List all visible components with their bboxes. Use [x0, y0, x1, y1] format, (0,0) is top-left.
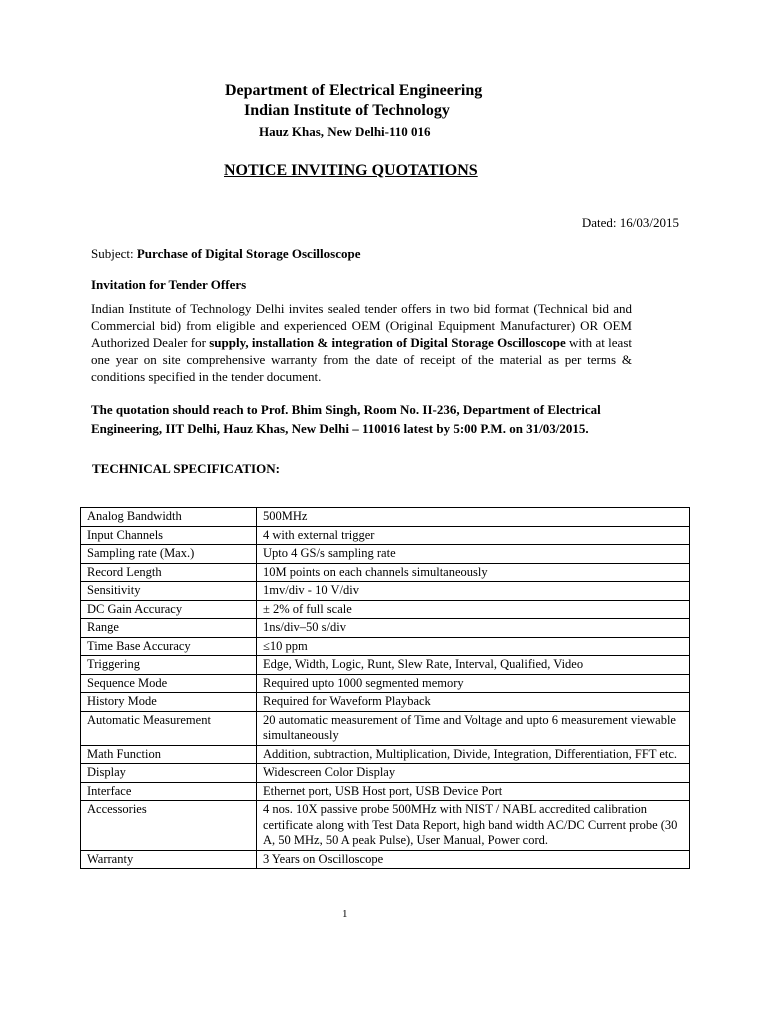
table-row — [81, 600, 690, 619]
table-row — [81, 801, 690, 851]
subject-line — [91, 246, 360, 262]
page-number: 1 — [342, 908, 348, 920]
subject-text: Purchase of Digital Storage Oscilloscope — [136, 246, 361, 261]
spec-value: 4 with external trigger — [257, 526, 690, 545]
subject-label: Subject: — [91, 246, 137, 261]
spec-parameter: History Mode — [81, 693, 257, 712]
spec-parameter: Analog Bandwidth — [81, 508, 257, 527]
tech-spec-heading: TECHNICAL SPECIFICATION: — [92, 461, 280, 476]
invitation-paragraph — [91, 300, 632, 385]
spec-parameter: Input Channels — [81, 526, 257, 545]
table-row — [81, 764, 690, 783]
table-row — [81, 545, 690, 564]
spec-value: Addition, subtraction, Multiplication, Divide, Integration, Differentiation, FFT etc. — [257, 745, 690, 764]
department-heading: Department of Electrical Engineering — [225, 82, 483, 99]
table-row — [81, 619, 690, 638]
invitation-text-start: Indian Institute of Technology Delhi invites sealed tender offers in two bid format (Technical bid and Commercial bid) from eligible and experienced OEM (Original Equipment Manufacturer) OR OEM Authorized Dealer for — [91, 301, 632, 350]
table-row — [81, 693, 690, 712]
spec-parameter: DC Gain Accuracy — [81, 600, 257, 619]
spec-value: Upto 4 GS/s sampling rate — [257, 545, 690, 564]
spec-table — [80, 507, 690, 869]
table-row — [81, 582, 690, 601]
table-row — [81, 526, 690, 545]
table-row — [81, 782, 690, 801]
spec-value: 3 Years on Oscilloscope — [257, 850, 690, 869]
table-row — [81, 711, 690, 745]
spec-parameter: Sensitivity — [81, 582, 257, 601]
spec-value: 1mv/div - 10 V/div — [257, 582, 690, 601]
spec-parameter: Automatic Measurement — [81, 711, 257, 745]
spec-parameter: Interface — [81, 782, 257, 801]
address-line: Hauz Khas, New Delhi-110 016 — [259, 124, 431, 139]
spec-value: ± 2% of full scale — [257, 600, 690, 619]
spec-parameter: Range — [81, 619, 257, 638]
invitation-heading: Invitation for Tender Offers — [91, 277, 247, 292]
spec-value: Required for Waveform Playback — [257, 693, 690, 712]
spec-parameter: Display — [81, 764, 257, 783]
invitation-text-bold: supply, installation & integration of Digital Storage Oscilloscope — [209, 335, 566, 350]
spec-parameter: Record Length — [81, 563, 257, 582]
invitation-text-end: with at least one year on site comprehensive warranty from the date of receipt of the material as per terms & conditions specified in the tender document. — [91, 335, 632, 384]
spec-parameter: Time Base Accuracy — [81, 637, 257, 656]
spec-value: Ethernet port, USB Host port, USB Device Port — [257, 782, 690, 801]
spec-value: 4 nos. 10X passive probe 500MHz with NIST / NABL accredited calibration certificate along with Test Data Report, high band width AC/DC Current probe (30 A, 50 MHz, 50 A peak Pulse), User Manual, Power cord. — [257, 801, 690, 851]
table-row — [81, 745, 690, 764]
spec-value: 500MHz — [257, 508, 690, 527]
table-row — [81, 637, 690, 656]
spec-parameter: Sampling rate (Max.) — [81, 545, 257, 564]
table-row — [81, 674, 690, 693]
spec-value: 1ns/div–50 s/div — [257, 619, 690, 638]
spec-value: Required upto 1000 segmented memory — [257, 674, 690, 693]
spec-value: Edge, Width, Logic, Runt, Slew Rate, Interval, Qualified, Video — [257, 656, 690, 675]
spec-parameter: Math Function — [81, 745, 257, 764]
table-row — [81, 656, 690, 675]
spec-parameter: Warranty — [81, 850, 257, 869]
spec-value: Widescreen Color Display — [257, 764, 690, 783]
spec-parameter: Triggering — [81, 656, 257, 675]
spec-value: 20 automatic measurement of Time and Voltage and upto 6 measurement viewable simultaneously — [257, 711, 690, 745]
notice-title: NOTICE INVITING QUOTATIONS — [224, 162, 478, 179]
spec-parameter: Sequence Mode — [81, 674, 257, 693]
table-row — [81, 508, 690, 527]
table-row — [81, 850, 690, 869]
quotation-note: The quotation should reach to Prof. Bhim Singh, Room No. II-236, Department of Electrical Engineering, IIT Delhi, Hauz Khas, New Delhi – 110016 latest by 5:00 P.M. on 31/03/2015. — [91, 402, 601, 436]
date-line: Dated: 16/03/2015 — [581, 215, 679, 230]
institute-heading: Indian Institute of Technology — [244, 102, 450, 119]
spec-table-body — [81, 508, 690, 869]
table-row — [81, 563, 690, 582]
spec-value: 10M points on each channels simultaneously — [257, 563, 690, 582]
spec-value: ≤10 ppm — [257, 637, 690, 656]
spec-parameter: Accessories — [81, 801, 257, 851]
